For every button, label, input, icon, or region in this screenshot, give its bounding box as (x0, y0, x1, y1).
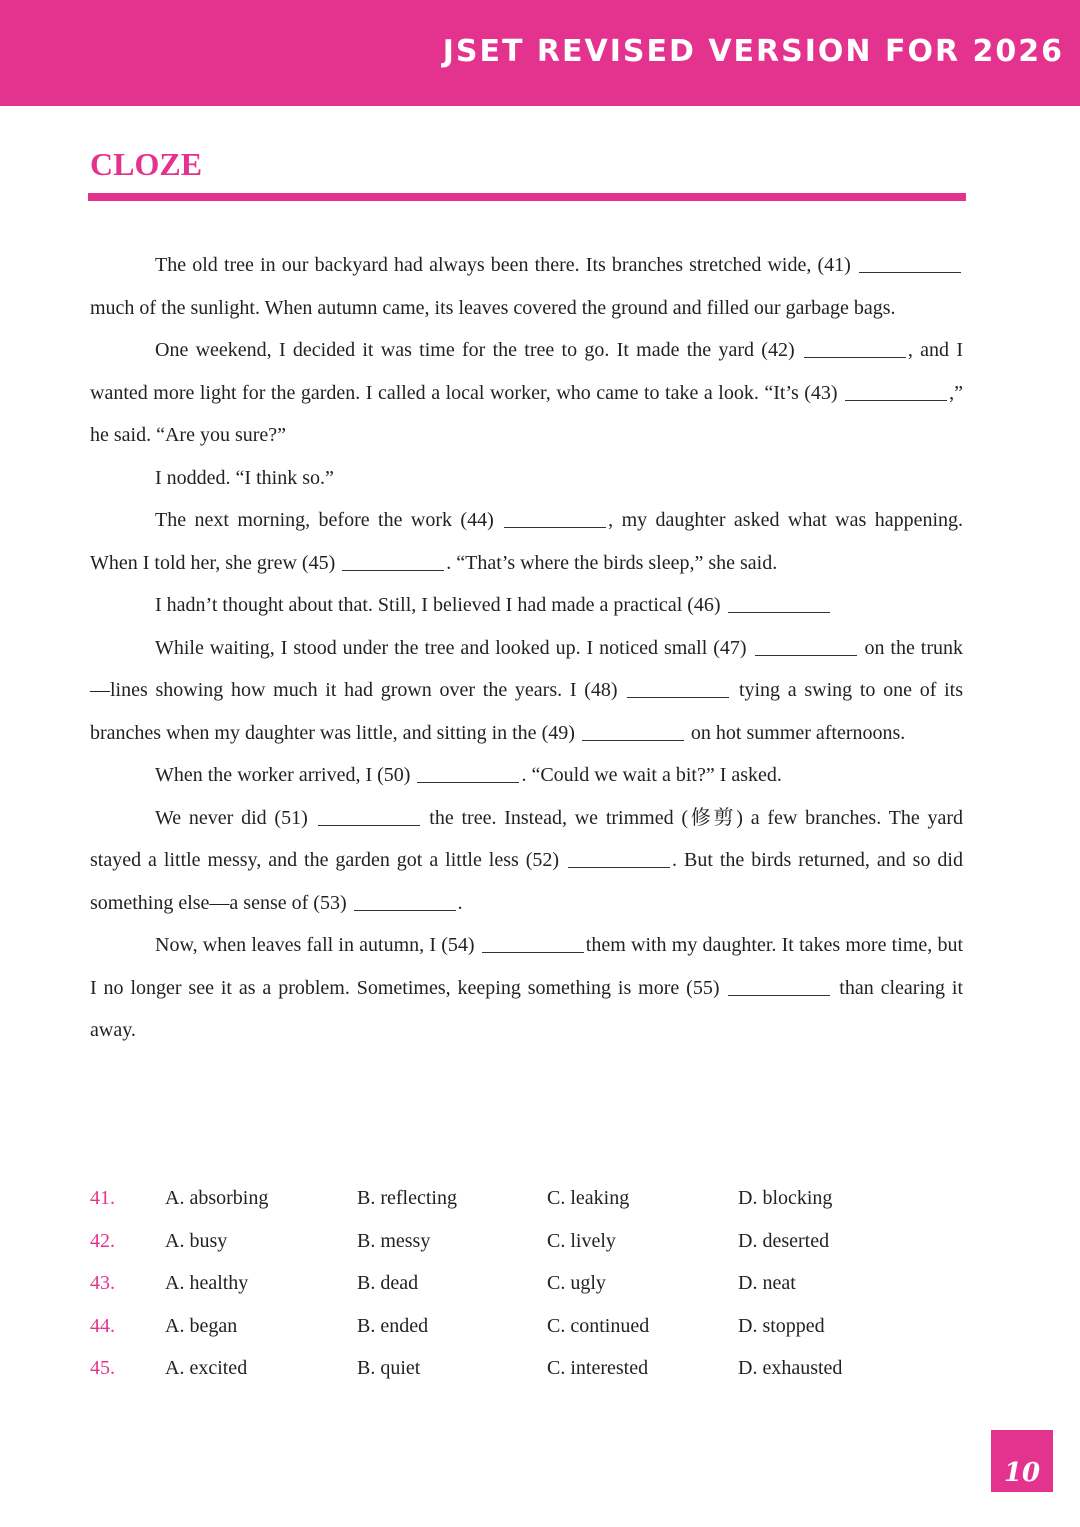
option-c[interactable]: C. continued (547, 1314, 650, 1337)
question-row-43 (90, 1262, 970, 1305)
cloze-passage (90, 244, 963, 1052)
passage-paragraph: I hadn’t thought about that. Still, I believed I had made a practical (46) (90, 584, 963, 627)
question-row-41 (90, 1177, 970, 1220)
passage-paragraph: We never did (51) the tree. Instead, we trimmed (修剪) a few branches. The yard stayed a little messy, and the garden got a little less (52) . But the birds returned, and so did something else—a sense of (53) . (90, 806, 963, 914)
option-b[interactable]: B. reflecting (357, 1187, 457, 1209)
option-a[interactable]: A. excited (165, 1357, 248, 1379)
blank-47[interactable] (755, 654, 857, 656)
option-c[interactable]: C. lively (547, 1229, 616, 1252)
page-number: 10 (1003, 1458, 1041, 1488)
question-row-45 (90, 1347, 970, 1390)
option-a[interactable]: A. busy (165, 1229, 228, 1252)
option-b[interactable]: B. ended (357, 1314, 429, 1337)
question-row-44 (90, 1305, 970, 1348)
question-row-42 (90, 1220, 970, 1263)
blank-44[interactable] (504, 526, 606, 528)
passage-paragraph: The next morning, before the work (44) , my daughter asked what was happening. When I told her, she grew (45) . “That’s where the birds sleep,” she said. (90, 509, 964, 574)
header-band (0, 0, 1080, 106)
blank-46[interactable] (728, 611, 830, 613)
option-d[interactable]: D. stopped (738, 1314, 825, 1337)
passage-paragraph: While waiting, I stood under the tree and looked up. I noticed small (47) on the trunk—lines showing how much it had grown over the years. I (48) tying a swing to one of its branches when my daughter was little, and sitting in the (49) on hot summer afternoons. (90, 636, 963, 744)
option-d[interactable]: D. exhausted (738, 1357, 843, 1379)
blank-52[interactable] (568, 866, 670, 868)
blank-53[interactable] (354, 909, 456, 911)
passage-paragraph: When the worker arrived, I (50) . “Could we wait a bit?” I asked. (155, 764, 782, 786)
question-number: 43. (90, 1272, 115, 1294)
option-b[interactable]: B. messy (357, 1229, 431, 1252)
option-a[interactable]: A. absorbing (165, 1187, 269, 1209)
answer-options (90, 1177, 970, 1390)
blank-48[interactable] (627, 696, 729, 698)
blank-41[interactable] (859, 271, 961, 273)
header-title: JSET REVISED VERSION FOR 2026 (442, 34, 1064, 69)
passage-paragraph: Now, when leaves fall in autumn, I (54) them with my daughter. It takes more time, but I no longer see it as a problem. Sometimes, keeping something is more (55) than clearing it away. (90, 934, 964, 1041)
option-d[interactable]: D. blocking (738, 1187, 833, 1209)
option-c[interactable]: C. ugly (547, 1272, 606, 1294)
blank-49[interactable] (582, 739, 684, 741)
option-a[interactable]: A. began (165, 1314, 238, 1337)
question-number: 44. (90, 1314, 115, 1337)
page-number-badge (991, 1430, 1053, 1492)
option-c[interactable]: C. interested (547, 1357, 649, 1379)
blank-50[interactable] (417, 781, 519, 783)
blank-54[interactable] (482, 951, 584, 953)
option-b[interactable]: B. quiet (357, 1357, 421, 1379)
blank-51[interactable] (318, 824, 420, 826)
passage-paragraph: I nodded. “I think so.” (155, 466, 334, 489)
option-a[interactable]: A. healthy (165, 1272, 249, 1294)
section-title: CLOZE (90, 146, 203, 182)
blank-42[interactable] (804, 356, 906, 358)
option-d[interactable]: D. deserted (738, 1229, 830, 1252)
question-number: 41. (90, 1187, 115, 1209)
blank-55[interactable] (728, 994, 830, 996)
section-divider (88, 193, 966, 201)
blank-45[interactable] (342, 569, 444, 571)
blank-43[interactable] (845, 399, 947, 401)
passage-paragraph: The old tree in our backyard had always been there. Its branches stretched wide, (41) much of the sunlight. When autumn came, its leaves covered the ground and filled our garbage bags. (90, 244, 963, 329)
option-c[interactable]: C. leaking (547, 1187, 630, 1209)
question-number: 45. (90, 1357, 115, 1379)
option-d[interactable]: D. neat (738, 1272, 796, 1294)
option-b[interactable]: B. dead (357, 1272, 419, 1294)
passage-paragraph: One weekend, I decided it was time for the tree to go. It made the yard (42) , and I wanted more light for the garden. I called a local worker, who came to take a look. “It’s (43) ,” he said. “Are you sure?” (90, 339, 963, 446)
question-number: 42. (90, 1229, 115, 1252)
